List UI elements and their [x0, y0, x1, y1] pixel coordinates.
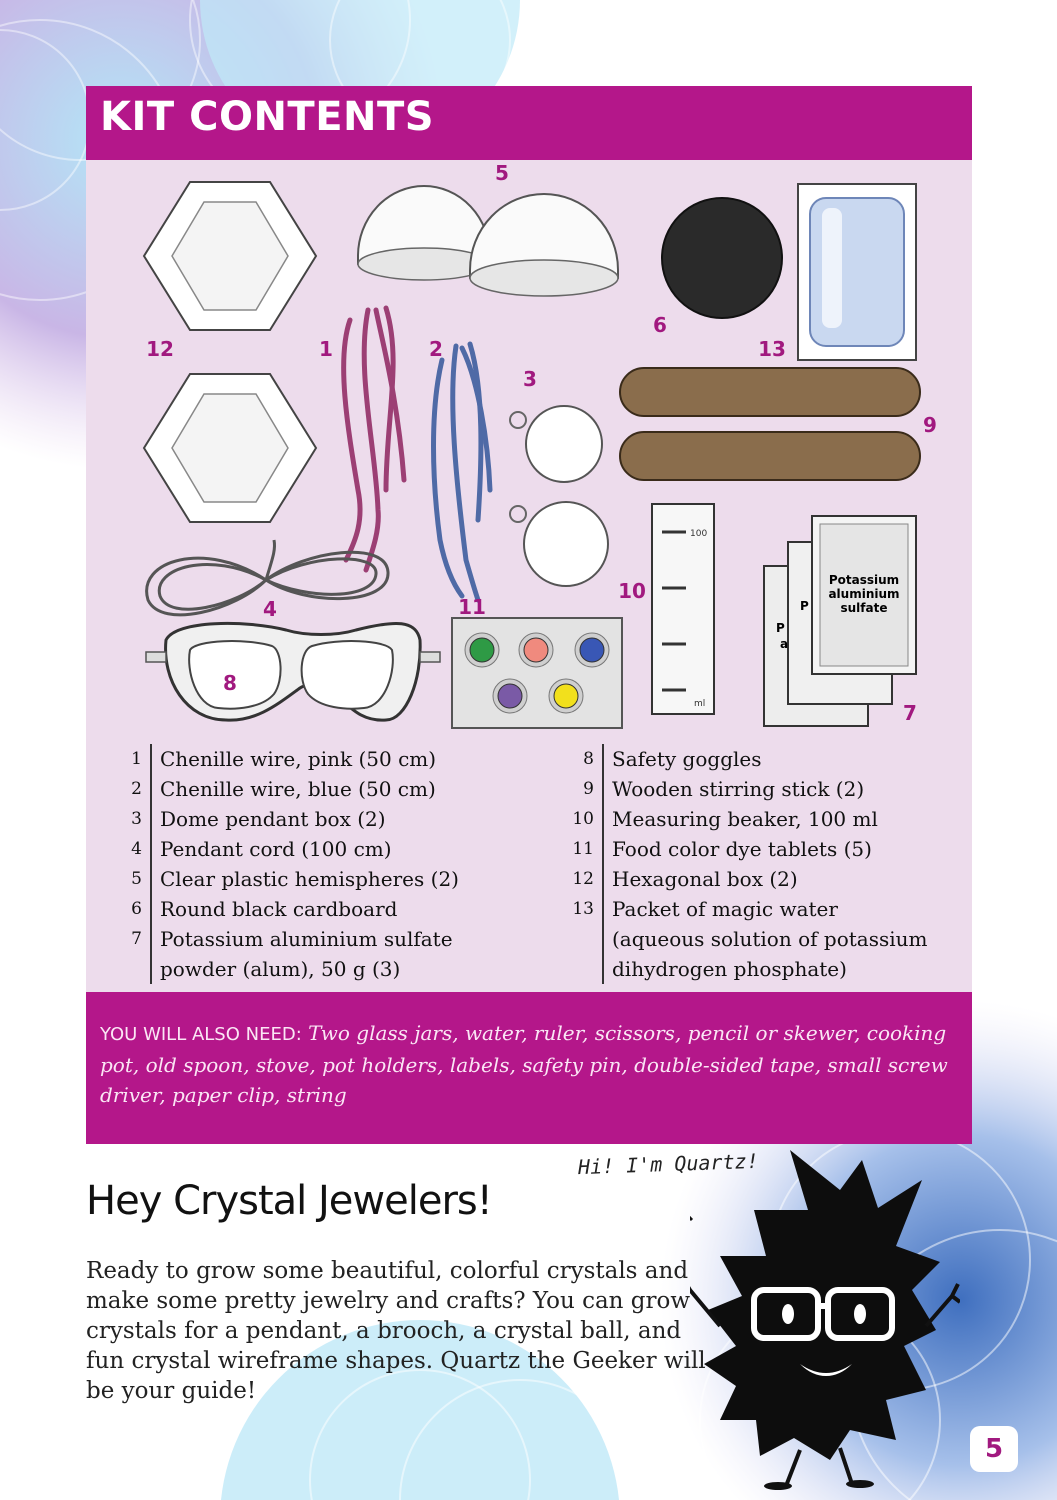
item-description: Packet of magic water: [602, 894, 968, 924]
intro-body: Ready to grow some beautiful, colorful crystals and make some pretty jewelry and crafts? You can grow crystals for a pendant, a brooch, a crystal ball, and fun crystal wireframe shapes. Quartz the Geeker will be your guide!: [86, 1258, 706, 1404]
packet-back-text: P: [776, 621, 785, 635]
item-description: Measuring beaker, 100 ml: [602, 804, 968, 834]
dye-tablets-icon: [452, 618, 622, 728]
alum-packet-icon: [764, 516, 916, 726]
contents-list-item: [558, 954, 968, 984]
item-number: 4: [131, 839, 142, 859]
also-need-band: [86, 992, 972, 1144]
label-7: 7: [903, 701, 917, 725]
contents-list-item: [558, 924, 968, 954]
label-13: 13: [758, 337, 786, 361]
item-description: Safety goggles: [602, 744, 968, 774]
label-9: 9: [923, 413, 937, 437]
contents-list-left: [106, 744, 526, 984]
item-number: 3: [131, 809, 142, 829]
safety-goggles-icon: [146, 623, 440, 720]
contents-list-item: [558, 834, 968, 864]
contents-list-item: [558, 804, 968, 834]
item-number: 13: [572, 899, 594, 919]
item-description: (aqueous solution of potassium: [602, 924, 968, 954]
contents-list-item: [106, 894, 526, 924]
pink-chenille-wire-icon: [344, 308, 404, 570]
item-number: 5: [131, 869, 142, 889]
also-need-items: Two glass jars, water, ruler, scissors, pencil or skewer, cooking pot, old spoon, stove, pot holders, labels, safety pin, double-sided tape, small screw driver, paper clip, string: [100, 1021, 948, 1107]
contents-list-item: [106, 774, 526, 804]
item-description: Round black cardboard: [150, 894, 526, 924]
hemisphere-icon: [470, 194, 618, 296]
dome-pendant-icon: [510, 406, 602, 482]
magic-water-packet-icon: [798, 184, 916, 360]
contents-list-item: [558, 744, 968, 774]
dye-tablet: [498, 684, 522, 708]
contents-list-item: [106, 834, 526, 864]
packet-back-text-2: a: [780, 637, 789, 651]
dye-tablet: [580, 638, 604, 662]
quartz-mascot-icon: [690, 1150, 960, 1490]
contents-list-item: [106, 924, 526, 954]
packet-line-3: sulfate: [840, 601, 888, 615]
item-description: dihydrogen phosphate): [602, 954, 968, 984]
label-1: 1: [319, 337, 333, 361]
item-description: Chenille wire, blue (50 cm): [150, 774, 526, 804]
kit-header: [86, 86, 972, 160]
page-number: 5: [970, 1426, 1018, 1472]
item-description: Clear plastic hemispheres (2): [150, 864, 526, 894]
label-8: 8: [223, 671, 237, 695]
item-number: 11: [572, 839, 594, 859]
item-description: Wooden stirring stick (2): [602, 774, 968, 804]
contents-list-right: [558, 744, 968, 984]
kit-contents-panel: [86, 86, 972, 1144]
kit-illustration: [86, 160, 972, 746]
contents-list-item: [558, 894, 968, 924]
also-need-text: [100, 1018, 962, 1110]
packet-line-2: aluminium: [828, 587, 900, 601]
hexagonal-box-icon: [144, 182, 316, 330]
dye-tablet: [554, 684, 578, 708]
packet-middle-text: P: [800, 599, 809, 613]
label-6: 6: [653, 313, 667, 337]
item-number: 7: [131, 929, 142, 949]
contents-list-item: [558, 774, 968, 804]
item-description: Food color dye tablets (5): [602, 834, 968, 864]
hexagonal-box-icon: [144, 374, 316, 522]
blue-chenille-wire-icon: [434, 344, 491, 600]
black-cardboard-icon: [662, 198, 782, 318]
item-description: Hexagonal box (2): [602, 864, 968, 894]
dye-tablet: [470, 638, 494, 662]
item-description: Chenille wire, pink (50 cm): [150, 744, 526, 774]
kit-title: KIT CONTENTS: [100, 94, 435, 140]
label-10: 10: [618, 579, 646, 603]
contents-list-item: [106, 744, 526, 774]
item-number: 1: [131, 749, 142, 769]
label-11: 11: [458, 595, 486, 619]
beaker-top-mark: 100: [690, 529, 708, 539]
label-4: 4: [263, 597, 277, 621]
item-number: [558, 954, 602, 984]
packet-line-1: Potassium: [828, 573, 900, 587]
stirring-stick-icon: [620, 368, 920, 480]
item-number: 6: [131, 899, 142, 919]
intro-title: Hey Crystal Jewelers!: [86, 1178, 492, 1224]
item-description: Potassium aluminium sulfate: [150, 924, 526, 954]
label-5: 5: [495, 161, 509, 185]
dye-tablet: [524, 638, 548, 662]
measuring-beaker-icon: [652, 504, 714, 714]
item-number: 12: [572, 869, 594, 889]
speech-bubble-text: Hi! I'm Quartz!: [577, 1148, 759, 1180]
label-12: 12: [146, 337, 174, 361]
contents-list-item: [106, 864, 526, 894]
also-need-label: YOU WILL ALSO NEED:: [100, 1024, 302, 1045]
label-3: 3: [523, 367, 537, 391]
item-description: powder (alum), 50 g (3): [150, 954, 526, 984]
contents-list-item: [106, 954, 526, 984]
item-number: 8: [583, 749, 594, 769]
item-number: 9: [583, 779, 594, 799]
item-number: [558, 924, 602, 954]
contents-list-item: [106, 804, 526, 834]
item-description: Pendant cord (100 cm): [150, 834, 526, 864]
item-number: [106, 954, 150, 984]
item-number: 10: [572, 809, 594, 829]
contents-list-item: [558, 864, 968, 894]
item-description: Dome pendant box (2): [150, 804, 526, 834]
item-number: 2: [131, 779, 142, 799]
dome-pendant-icon: [510, 502, 608, 586]
beaker-unit: ml: [694, 699, 706, 709]
label-2: 2: [429, 337, 443, 361]
